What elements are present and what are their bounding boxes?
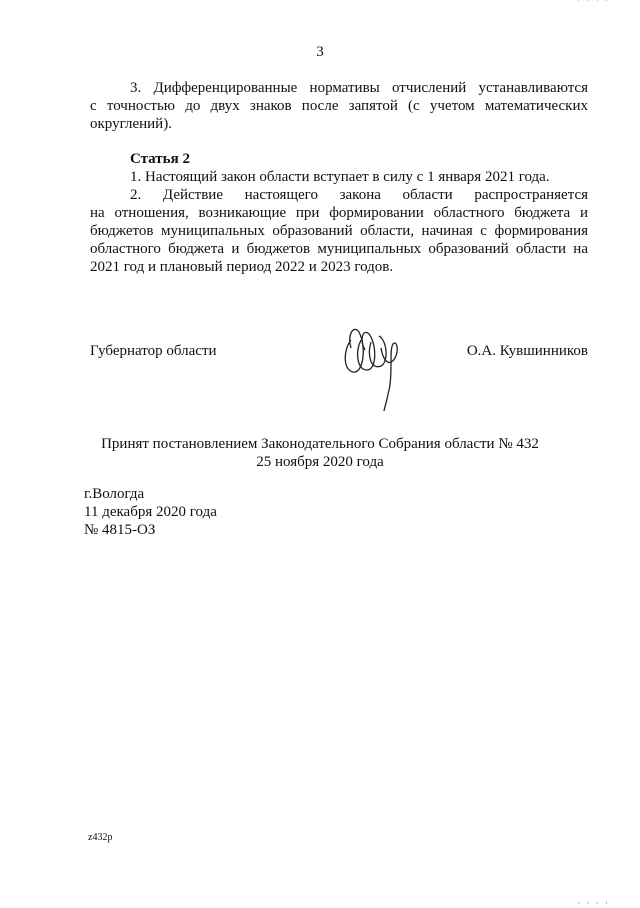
article-2-item-2-first-line: 2. Действие настоящего закона области распространяется — [130, 187, 588, 203]
scan-mark-top: · · · · — [577, 0, 610, 5]
page-number: 3 — [316, 44, 324, 60]
signatory-name: О.А. Кувшинников — [466, 343, 588, 359]
clause-3-text: с точностью до двух знаков после запятой (с учетом математических округлений). — [90, 98, 588, 132]
adoption-line-2: 25 ноября 2020 года — [256, 454, 384, 470]
law-number: № 4815-ОЗ — [84, 522, 156, 538]
scan-mark-bottom: · · · · — [577, 898, 610, 908]
signatory-position: Губернатор области — [90, 343, 217, 359]
handwritten-signature — [337, 318, 407, 413]
adoption-line-1: Принят постановлением Законодательного Собрания области № 432 — [101, 436, 539, 452]
law-date: 11 декабря 2020 года — [84, 504, 217, 520]
clause-3 — [90, 79, 588, 133]
article-2-item-2-text: на отношения, возникающие при формировании областного бюджета и бюджетов муниципальных образований области, начиная с формирования областного бюджета и бюджетов муниципальных образований области на 2021 год и плановый период 2022 и 2023 годов. — [90, 205, 588, 275]
document-code: z432p — [88, 832, 113, 843]
article-2 — [90, 150, 588, 276]
clause-3-first-line: 3. Дифференцированные нормативы отчислений устанавливаются — [130, 80, 588, 96]
article-2-item-1: 1. Настоящий закон области вступает в силу с 1 января 2021 года. — [130, 169, 550, 185]
city: г.Вологда — [84, 486, 145, 502]
adoption-note — [0, 435, 640, 471]
article-2-heading: Статья 2 — [130, 151, 190, 167]
place-date-block — [84, 485, 217, 539]
